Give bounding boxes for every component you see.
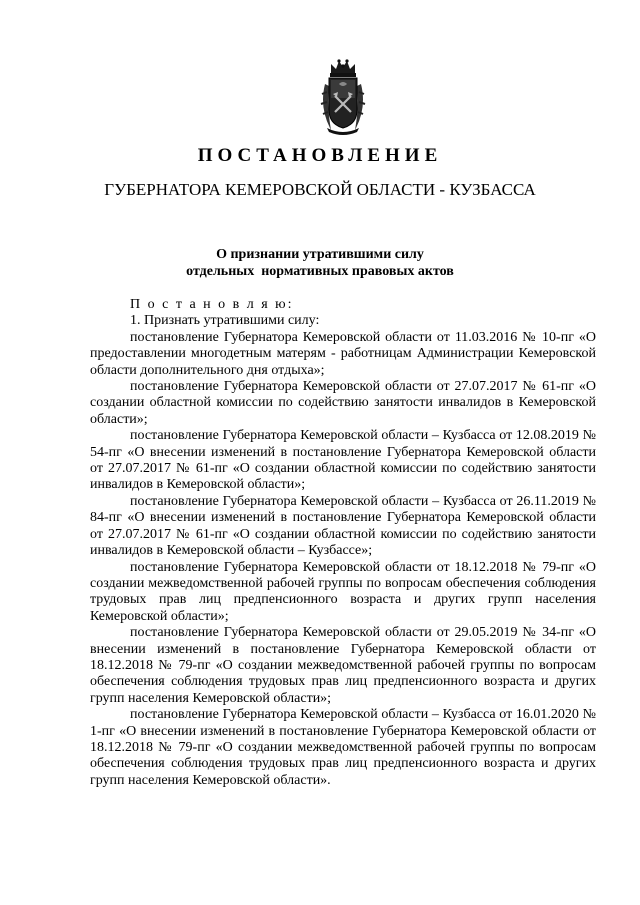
repealed-act-item: постановление Губернатора Кемеровской области – Кузбасса от 26.11.2019 № 84-пг «О внесении изменений в постановление Губернатора Кемеровской области от 27.07.2017 № 61-пг «О создании областной комиссии по содействию занятости инвалидов в Кемеровской области – Кузбассе»; xyxy=(90,493,596,559)
repealed-act-item: постановление Губернатора Кемеровской области от 11.03.2016 № 10-пг «О предоставлении многодетным матерям - работницам Администрации Кемеровской области дополнительного дня отдыха»; xyxy=(90,329,596,378)
document-body xyxy=(90,297,596,789)
document-subject xyxy=(0,246,640,280)
repealed-act-item: постановление Губернатора Кемеровской области – Кузбасса от 12.08.2019 № 54-пг «О внесении изменений в постановление Губернатора Кемеровской области от 27.07.2017 № 61-пг «О создании областной комиссии по содействию занятости инвалидов в Кемеровской области»; xyxy=(90,428,596,493)
decree-word: П о с т а н о в л я ю: xyxy=(130,297,294,312)
repealed-act-item: постановление Губернатора Кемеровской области от 27.07.2017 № 61-пг «О создании областной комиссии по содействию занятости инвалидов в Кемеровской области»; xyxy=(90,379,596,427)
subject-line-1: О признании утратившими силу xyxy=(216,247,424,262)
repealed-act-item: постановление Губернатора Кемеровской области от 29.05.2019 № 34-пг «О внесении изменений в постановление Губернатора Кемеровской области от 18.12.2018 № 79-пг «О создании межведомственной рабочей группы по вопросам обеспечения соблюдения трудовых прав лиц предпенсионного возраста и других групп населения Кемеровской области»; xyxy=(90,625,596,706)
repealed-act-item: постановление Губернатора Кемеровской области от 18.12.2018 № 79-пг «О создании межведомственной рабочей группы по вопросам обеспечения соблюдения трудовых прав лиц предпенсионного возраста и других групп населения Кемеровской области»; xyxy=(90,559,596,624)
kemerovo-coat-of-arms-icon xyxy=(317,58,369,136)
clause-1: 1. Признать утратившими силу: xyxy=(130,313,320,329)
repealed-act-item: постановление Губернатора Кемеровской области – Кузбасса от 16.01.2020 № 1-пг «О внесении изменений в постановление Губернатора Кемеровской области от 18.12.2018 № 79-пг «О создании межведомственной рабочей группы по вопросам обеспечения соблюдения трудовых прав лиц предпенсионного возраста и других групп населения Кемеровской области». xyxy=(90,707,596,788)
subject-line-2: отдельных нормативных правовых актов xyxy=(186,264,454,279)
document-type-heading: ПОСТАНОВЛЕНИЕ xyxy=(197,145,443,166)
issuer-heading: ГУБЕРНАТОРА КЕМЕРОВСКОЙ ОБЛАСТИ - КУЗБАССА xyxy=(104,180,536,199)
